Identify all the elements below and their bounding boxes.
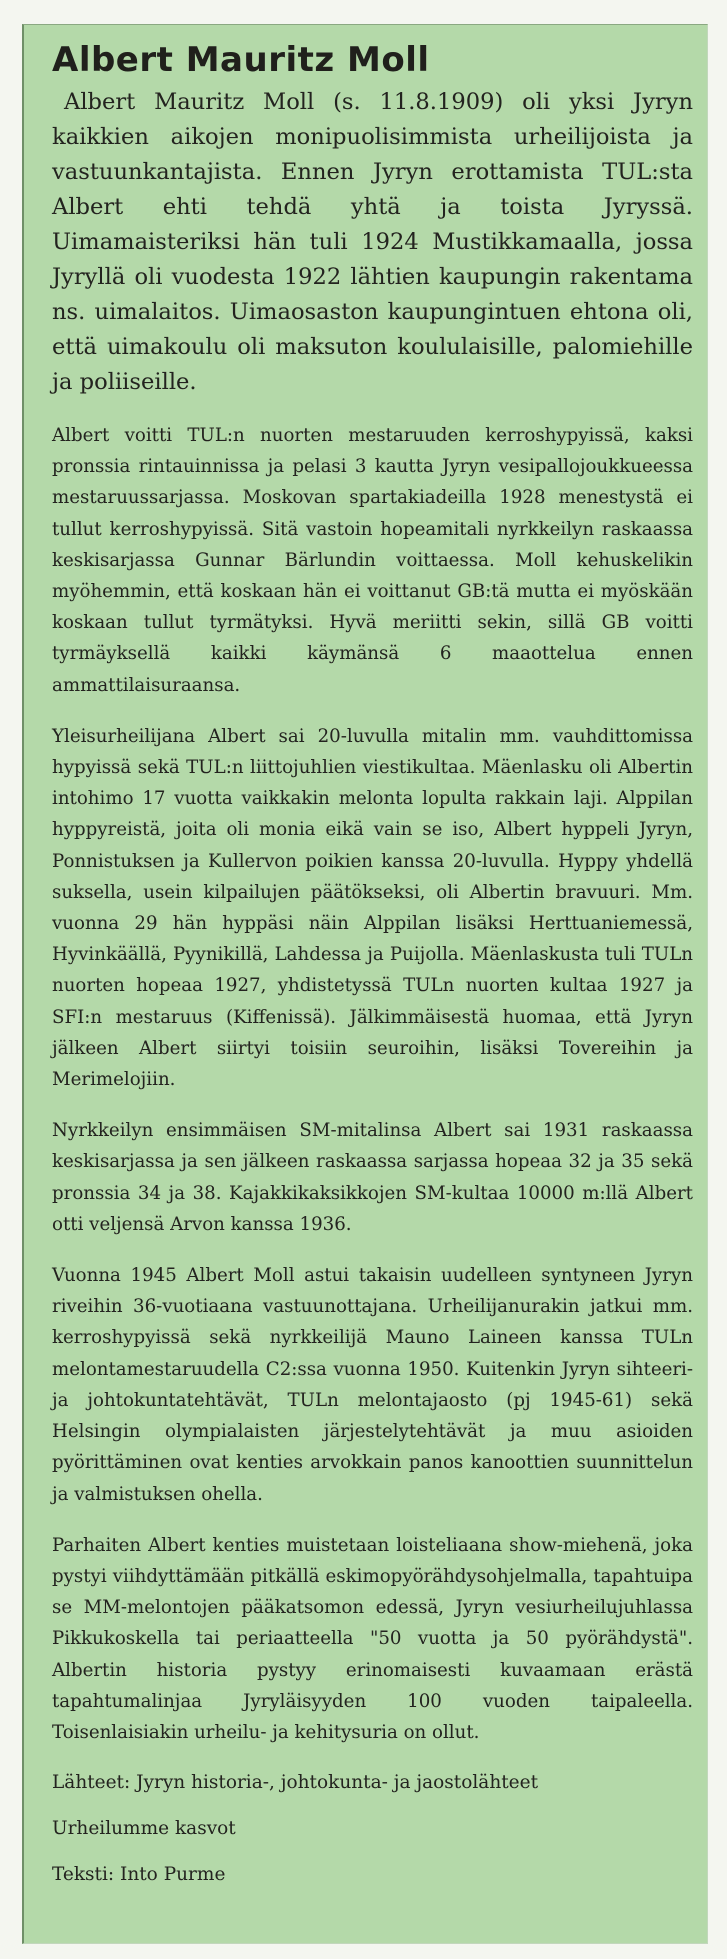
paragraph-boxing-kayak: Nyrkkeilyn ensimmäisen SM-mitalinsa Albert sai 1931 raskaassa keskisarjassa ja sen jälkeen raskaassa sarjassa hopeaa 32 ja 35 sekä pronssia 34 ja 38. Kajakkikaksikkojen SM-kultaa 10000 m:llä Albert otti veljensä Arvon kanssa 1936. <box>52 1120 693 1235</box>
paragraph-showman: Parhaiten Albert kenties muistetaan loisteliaana show-miehenä, joka pystyi viihdyttämään pitkällä eskimopyörähdysohjelmalla, tapahtuipa se MM-melontojen pääkatsomon edessä, Jyryn vesiurheilujuhlassa Pikkukoskella tai periaatteella "50 vuotta ja 50 pyörähdystä". Albertin historia pystyy erinomaisesti kuvaamaan erästä tapahtumalinjaa Jyryläisyyden 100 vuoden taipaleella. Toisenlaisiakin urheilu- ja kehitysuria on ollut. <box>52 1534 693 1743</box>
sources-line: Lähteet: Jyryn historia-, johtokunta- ja jaostolähteet <box>52 1772 539 1794</box>
paragraph-athletics-skiing: Yleisurheilijana Albert sai 20-luvulla mitalin mm. vauhdittomissa hypyissä sekä TUL:n liittojuhlien viestikultaa. Mäenlasku oli Albertin intohimo 17 vuotta vaikkakin melonta lopulta rakkain laji. Alppilan hyppyreistä, joita oli monia eikä vain se iso, Albert hyppeli Jyryn, Ponnistuksen ja Kullervon poikien kanssa 20-luvulla. Hyppy yhdellä suksella, usein kilpailujen päätökseksi, oli Albertin bravuuri. Mm. vuonna 29 hän hyppäsi näin Alppilan lisäksi Herttuaniemessä, Hyvinkäällä, Pyynikillä, Lahdessa ja Puijolla. Mäenlaskusta tuli TULn nuorten hopeaa 1927, yhdistetyssä TULn nuorten kultaa 1927 ja SFI:n mestaruus (Kiffenissä). Jälkimmäisestä huomaa, että Jyryn jälkeen Albert siirtyi toisiin seuroihin, lisäksi Tovereihin ja Merimelojiin. <box>52 725 693 1091</box>
article-title: Albert Mauritz Moll <box>52 40 430 80</box>
article-panel <box>22 24 708 1944</box>
source-book: Urheilumme kasvot <box>52 1818 236 1840</box>
paragraph-return-1945: Vuonna 1945 Albert Moll astui takaisin uudelleen syntyneen Jyryn riveihin 36-vuotiaana vastuunottajana. Urheilijanurakin jatkui mm. kerroshypyissä sekä nyrkkeilijä Mauno Laineen kanssa TULn melontamestaruudella C2:ssa vuonna 1950. Kuitenkin Jyryn sihteeri- ja johtokuntatehtävät, TULn melontajaosto (pj 1945-61) sekä Helsingin olympialaisten järjestelytehtävät ja muu asioiden pyörittäminen ovat kenties arvokkain panos kanoottien suunnittelun ja valmistuksen ohella. <box>52 1265 693 1505</box>
lead-paragraph: Albert Mauritz Moll (s. 11.8.1909) oli yksi Jyryn kaikkien aikojen monipuolisimmista urheilijoista ja vastuunkantajista. Ennen Jyryn erottamista TUL:sta Albert ehti tehdä yhtä ja toista Jyryssä. Uimamaisteriksi hän tuli 1924 Mustikkamaalla, jossa Jyryllä oli vuodesta 1922 lähtien kaupungin rakentama ns. uimalaitos. Uimaosaston kaupungintuen ehtona oli, että uimakoulu oli maksuton koululaisille, palomiehille ja poliiseille. <box>52 89 693 395</box>
author-credit: Teksti: Into Purme <box>52 1864 226 1886</box>
paragraph-school-years: Albert voitti TUL:n nuorten mestaruuden kerroshypyissä, kaksi pronssia rintauinnissa ja pelasi 3 kautta Jyryn vesipallojoukkueessa mestaruussarjassa. Moskovan spartakiadeilla 1928 menestystä ei tullut kerroshypyissä. Sitä vastoin hopeamitali nyrkkeilyn raskaassa keskisarjassa Gunnar Bärlundin voittaessa. Moll kehuskelikin myöhemmin, että koskaan hän ei voittanut GB:tä mutta ei myöskään koskaan tullut tyrmätyksi. Hyvä meriitti sekin, sillä GB voitti tyrmäyksellä kaikki käymänsä 6 maaottelua ennen ammattilaisuraansa. <box>52 425 693 696</box>
